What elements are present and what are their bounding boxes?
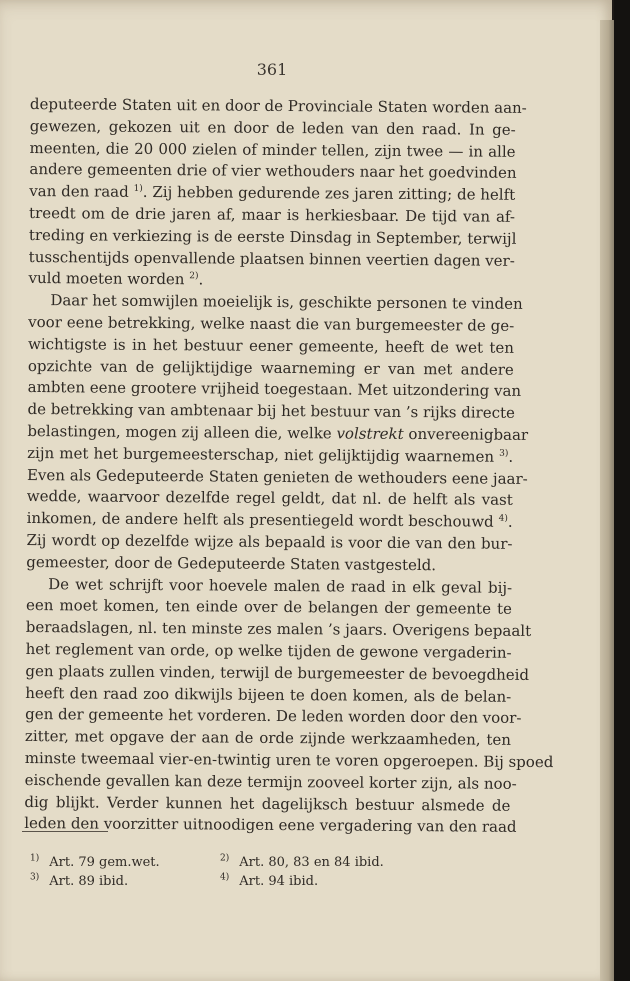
footnote-reference: 1) <box>133 184 143 195</box>
footnote-mark: 3) <box>30 872 40 883</box>
text-line: tusschentijds openvallende plaatsen binnen veertien dagen ver- <box>28 247 515 270</box>
text-line: gen der gemeente het vorderen. De leden worden door den voor- <box>25 705 522 728</box>
footnote <box>220 872 318 891</box>
text-line: gen plaats zullen vinden, terwijl de burgemeester de bevoegdheid <box>25 661 530 684</box>
text-line: leden den voorzitter uitnoodigen eene vergadering van den raad <box>24 814 517 837</box>
text-line: inkomen, de andere helft als presentiegeld wordt beschouwd $^{4)}$. <box>26 509 513 531</box>
page-edge <box>600 20 614 981</box>
text-line: meenten, die 20 000 zielen of minder tellen, zijn twee — in alle <box>29 138 516 161</box>
text-line: beraadslagen, nl. ten minste zes malen ’s jaars. Overigens bepaalt <box>25 618 532 641</box>
text-line: belastingen, mogen zij alleen die, welke volstrekt onvereenigbaar <box>27 421 529 444</box>
text-line: de betrekking van ambtenaar bij het bestuur van ’s rijks directe <box>27 400 516 422</box>
footnote-reference: 4) <box>498 513 508 524</box>
footnote-reference: 3) <box>499 448 509 459</box>
text-line: zijn met het burgemeesterschap, niet gelijktijdig waarnemen $^{3)}$. <box>27 443 514 466</box>
text-line: eischende gevallen kan deze termijn zooveel korter zijn, als noo- <box>24 770 517 793</box>
text-line: zitter, met opgave der aan de orde zijnde werkzaamheden, ten <box>24 727 512 749</box>
footnote-mark: 1) <box>30 853 40 864</box>
text-line: het reglement van orde, op welke tijden de gewone vergaderin- <box>25 639 512 662</box>
text-line: deputeerde Staten uit en door de Provinciale Staten worden aan- <box>29 94 527 117</box>
footnote <box>30 872 128 891</box>
text-line: voor eene betrekking, welke naast die van burgemeester de ge- <box>28 312 515 335</box>
footnote <box>30 853 160 872</box>
text-line: treedt om de drie jaren af, maar is herkiesbaar. De tijd van af- <box>28 203 516 226</box>
page-number: 361 <box>256 60 288 79</box>
text-line: gewezen, gekozen uit en door de leden van den raad. In ge- <box>29 116 516 139</box>
footnote-mark: 2) <box>220 853 230 864</box>
text-line: vuld moeten worden $^{2)}$. <box>28 269 204 289</box>
footnote-divider <box>22 831 108 832</box>
text-line: Zij wordt op dezelfde wijze als bepaald is voor die van den bur- <box>26 530 513 553</box>
text-line: ambten eene grootere vrijheid toegestaan. Met uitzondering van <box>27 378 522 401</box>
footnote-mark: 4) <box>220 872 230 883</box>
footnote <box>220 853 384 872</box>
text-line: een moet komen, ten einde over de belangen der gemeente te <box>25 596 513 619</box>
text-line: De wet schrijft voor hoevele malen de raad in elk geval bij- <box>48 574 513 597</box>
text-line: Even als Gedeputeerde Staten genieten de wethouders eene jaar- <box>26 465 528 488</box>
text-line: dig blijkt. Verder kunnen het dagelijksch bestuur alsmede de <box>24 792 511 815</box>
text-line: andere gemeenten drie of vier wethouders naar het goedvinden <box>29 160 517 183</box>
footnote-text: Art. 79 gem.wet. <box>49 855 160 870</box>
text-line: treding en verkiezing is de eerste Dinsdag in September, terwijl <box>28 225 517 248</box>
emphasized-word: volstrekt <box>336 424 404 443</box>
text-line: gemeester, door de Gedeputeerde Staten vastgesteld. <box>26 552 437 574</box>
text-line: wedde, waarvoor dezelfde regel geldt, dat nl. de helft als vast <box>26 487 513 510</box>
body-text <box>24 94 554 839</box>
text-line: wichtigste is in het bestuur eener gemeente, heeft de wet ten <box>27 334 515 357</box>
footnote-text: Art. 89 ibid. <box>49 874 129 889</box>
text-line: minste tweemaal vier-en-twintig uren te voren opgeroepen. Bij spoed <box>24 748 554 772</box>
text-line: opzichte van de gelijktijdige waarneming er van met andere <box>27 356 514 379</box>
scan-right-border <box>614 0 630 981</box>
text-line: van den raad $^{1)}$. Zij hebben gedurende zes jaren zitting; de helft <box>29 182 516 205</box>
text-line: Daar het somwijlen moeielijk is, geschikte personen te vinden <box>50 291 523 314</box>
footnote-reference: 2) <box>189 271 199 282</box>
text-line: heeft den raad zoo dikwijls bijeen te doen komen, als de belan- <box>25 683 512 706</box>
footnote-text: Art. 80, 83 en 84 ibid. <box>239 855 384 870</box>
footnote-text: Art. 94 ibid. <box>239 874 319 889</box>
